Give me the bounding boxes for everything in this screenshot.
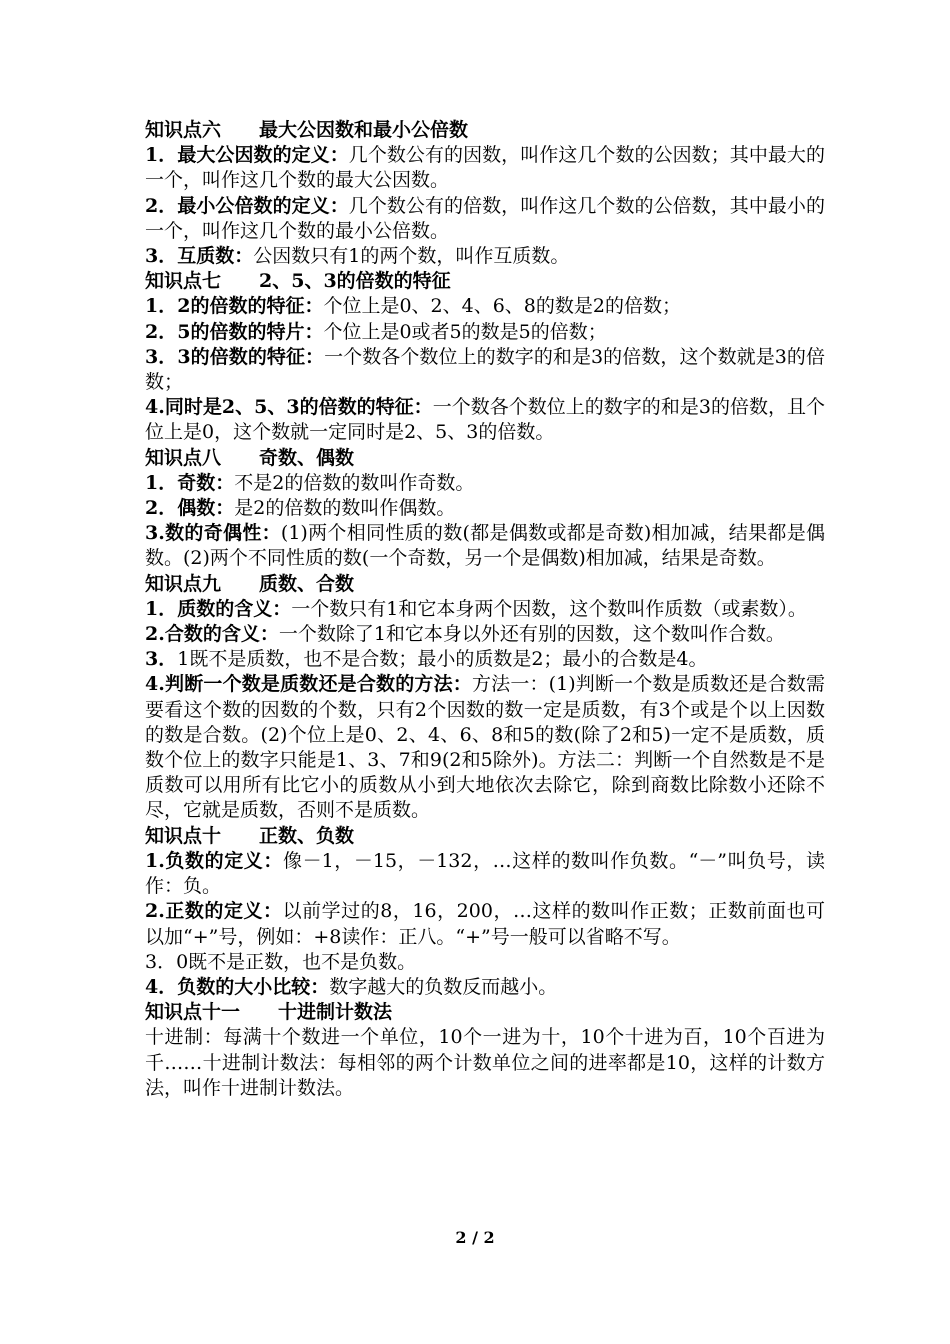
item-term: 2.正数的定义：	[145, 900, 283, 923]
item-term: 2．最小公倍数的定义：	[145, 194, 349, 217]
list-item	[145, 496, 825, 521]
item-text: 个位上是0、2、4、6、8的数是2的倍数；	[323, 295, 681, 318]
list-item	[145, 597, 825, 622]
item-text: 公因数只有1的两个数，叫作互质数。	[253, 245, 570, 268]
list-item	[145, 521, 825, 571]
item-text: 方法一：(1)判断一个数是质数还是合数需要看这个数的因数的个数，只有2个因数的数一定是质数，有3个或是个以上因数的数是合数。(2)个位上是0、2、4、6、8和5的数(除了2和5)一定不是质数，质数个位上的数字只能是1、3、7和9(2和5除外)。方法二：判断一个自然数是不是质数可以用所有比它小的质数从小到大地依次去除它，除到商数比除数小还除不尽，它就是质数，否则不是质数。	[145, 673, 825, 822]
item-term: 4.同时是2、5、3的倍数的特征：	[145, 396, 433, 419]
item-term: 1．2的倍数的特征：	[145, 295, 324, 318]
item-text: 以前学过的8，16，200，…这样的数叫作正数；正数前面也可以加“+”号，例如：+8读作：正八。“+”号一般可以省略不写。	[145, 900, 825, 948]
item-text: (1)两个相同性质的数(都是偶数或都是奇数)相加减，结果都是偶数。(2)两个不同性质的数(一个奇数，另一个是偶数)相加减，结果是奇数。	[145, 522, 825, 570]
section-heading: 知识点八 奇数、偶数	[145, 446, 355, 469]
section-heading: 知识点九 质数、合数	[145, 572, 355, 595]
list-item	[145, 395, 825, 445]
list-item	[145, 899, 825, 949]
item-text: 1既不是质数，也不是合数；最小的质数是2；最小的合数是4。	[177, 648, 708, 671]
item-text: 是2的倍数的数叫作偶数。	[234, 497, 456, 520]
document-body	[145, 118, 825, 1101]
item-text: 十进制：每满十个数进一个单位，10个一进为十，10个十进为百，10个百进为千……十进制计数法：每相邻的两个计数单位之间的进率都是10，这样的计数方法，叫作十进制计数法。	[145, 1026, 825, 1099]
list-item	[145, 320, 825, 345]
item-text: 一个数只有1和它本身两个因数，这个数叫作质数（或素数）。	[291, 597, 807, 620]
item-text: 数字越大的负数反而越小。	[329, 975, 558, 998]
list-item	[145, 294, 825, 319]
list-item	[145, 244, 825, 269]
section-heading: 知识点十一 十进制计数法	[145, 1001, 393, 1024]
item-term: 3．	[145, 648, 178, 671]
item-text: 一个数各个数位上的数字的和是3的倍数，且个位上是0，这个数就一定同时是2、5、3的倍数。	[145, 396, 826, 444]
item-term: 1．奇数：	[145, 471, 235, 494]
list-item	[145, 672, 825, 823]
item-term: 1．最大公因数的定义：	[145, 144, 349, 167]
list-item	[145, 194, 825, 244]
item-term: 1．质数的含义：	[145, 597, 292, 620]
list-item	[145, 950, 825, 975]
item-term: 2．5的倍数的特片：	[145, 320, 324, 343]
item-term: 3．3的倍数的特征：	[145, 345, 325, 368]
section-heading: 知识点七 2、5、3的倍数的特征	[145, 270, 451, 293]
item-text: 几个数公有的因数，叫作这几个数的公因数；其中最大的一个，叫作这几个数的最大公因数。	[145, 144, 825, 192]
list-item	[145, 471, 825, 496]
item-text: 像－1，－15，－132，…这样的数叫作负数。“－”叫负号，读作：负。	[145, 849, 825, 898]
item-term: 1.负数的定义：	[145, 849, 283, 872]
list-item	[145, 345, 825, 395]
section-heading: 知识点六 最大公因数和最小公倍数	[145, 119, 469, 141]
item-term: 3．0既不是正数，也不是负数。	[145, 950, 417, 973]
section-heading: 知识点十 正数、负数	[145, 824, 355, 847]
page-number: 2 / 2	[455, 1228, 495, 1247]
item-text: 不是2的倍数的数叫作奇数。	[234, 471, 475, 494]
list-item	[145, 622, 825, 647]
item-text: 一个数各个数位上的数字的和是3的倍数，这个数就是3的倍数；	[145, 345, 825, 394]
item-text: 个位上是0或者5的数是5的倍数；	[323, 320, 607, 343]
item-term: 2．偶数：	[145, 497, 235, 520]
list-item	[145, 1025, 825, 1101]
list-item	[145, 647, 825, 672]
item-term: 4.判断一个数是质数还是合数的方法：	[145, 673, 472, 696]
item-text: 一个数除了1和它本身以外还有别的因数，这个数叫作合数。	[278, 623, 785, 646]
item-term: 3.数的奇偶性：	[145, 522, 281, 545]
item-text: 几个数公有的倍数，叫作这几个数的公倍数，其中最小的一个，叫作这几个数的最小公倍数。	[145, 194, 825, 242]
item-term: 2.合数的含义：	[145, 623, 279, 646]
list-item	[145, 849, 825, 899]
item-term: 3．互质数：	[145, 245, 254, 268]
list-item	[145, 143, 825, 193]
list-item	[145, 975, 825, 1000]
item-term: 4．负数的大小比较：	[145, 975, 330, 998]
